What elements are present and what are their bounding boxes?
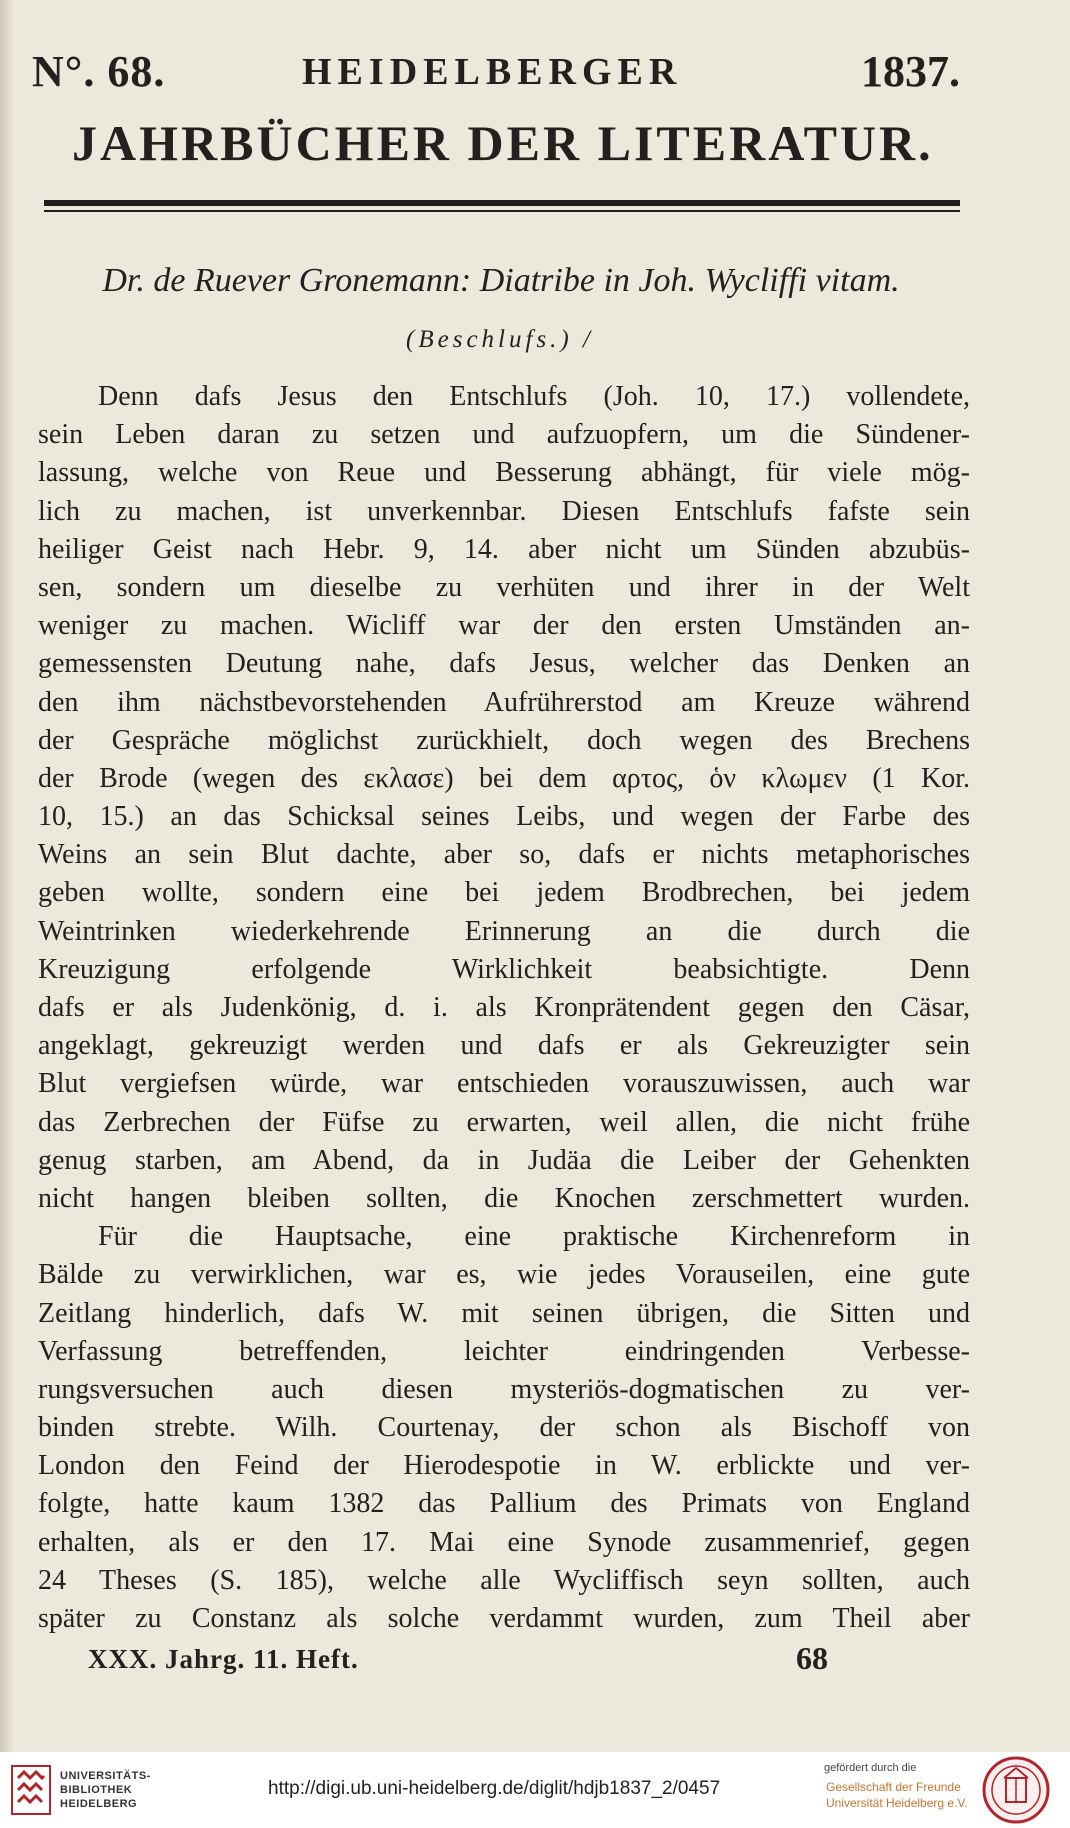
permalink-url[interactable]: http://digi.ub.uni-heidelberg.de/diglit/hdjb1837_2/0457: [268, 1778, 721, 1799]
viewer-footer-bar: [0, 1752, 1070, 1828]
text-line: Bälde zu verwirklichen, war es, wie jedes Vorauseilen, eine gute: [38, 1259, 970, 1291]
funder-name-line2[interactable]: Universität Heidelberg e.V.: [826, 1796, 968, 1810]
text-line: angeklagt, gekreuzigt werden und dafs er als Gekreuzigter sein: [38, 1030, 970, 1062]
header-rule-thin: [44, 210, 960, 212]
text-line: Kreuzigung erfolgende Wirklichkeit beabsichtigte. Denn: [38, 953, 970, 985]
text-line: Verfassung betreffenden, leichter eindringenden Verbesse-: [38, 1335, 970, 1367]
article-subtitle: (Beschlufs.) /: [406, 326, 594, 353]
text-line: lich zu machen, ist unverkennbar. Diesen Entschlufs fafste sein: [38, 495, 970, 527]
issue-number: N°. 68.: [32, 47, 166, 96]
funder-name-line1[interactable]: Gesellschaft der Freunde: [826, 1780, 961, 1794]
text-line: der Brode (wegen des εκλασε) bei dem αρτος, ὁν κλωμεν (1 Kor.: [38, 762, 970, 794]
header-rule-thick: [44, 200, 960, 206]
university-seal-icon: [982, 1756, 1050, 1824]
text-line: Weins an sein Blut dachte, aber so, dafs er nichts metaphorisches: [38, 839, 970, 871]
page-edge-shadow: [0, 0, 14, 1752]
text-line: heiliger Geist nach Hebr. 9, 14. aber nicht um Sünden abzubüs-: [38, 533, 970, 565]
text-line: Blut vergiefsen würde, war entschieden vorauszuwissen, auch war: [38, 1068, 970, 1100]
funding-label: gefördert durch die: [824, 1762, 917, 1774]
text-line: weniger zu machen. Wicliff war der den ersten Umständen an-: [38, 610, 970, 642]
running-header: [32, 46, 960, 104]
text-line: 10, 15.) an das Schicksal seines Leibs, und wegen der Farbe des: [38, 801, 970, 833]
text-line: den ihm nächstbevorstehenden Aufrührerstod am Kreuze während: [38, 686, 970, 718]
text-line: nicht hangen bleiben sollten, die Knochen zerschmettert wurden.: [38, 1182, 970, 1214]
text-line: später zu Constanz als solche verdammt wurden, zum Theil aber: [38, 1603, 970, 1634]
library-name-line2: BIBLIOTHEK: [60, 1784, 133, 1796]
library-name-line1: UNIVERSITÄTS-: [60, 1770, 151, 1782]
text-line: folgte, hatte kaum 1382 das Pallium des Primats von England: [38, 1488, 970, 1520]
signature-mark: XXX. Jahrg. 11. Heft.: [88, 1644, 359, 1674]
library-name-line3: HEIDELBERG: [60, 1798, 138, 1810]
text-line: dafs er als Judenkönig, d. i. als Kronprätendent gegen den Cäsar,: [38, 992, 970, 1023]
text-line: gemessensten Deutung nahe, dafs Jesus, welcher das Denken an: [38, 648, 970, 680]
text-line: Weintrinken wiederkehrende Erinnerung an die durch die: [38, 915, 970, 947]
header-title: HEIDELBERGER: [302, 51, 683, 93]
page-number: 68: [796, 1640, 828, 1676]
text-line: sen, sondern um dieselbe zu verhüten und ihrer in der Welt: [38, 571, 970, 603]
journal-title: JAHRBÜCHER DER LITERATUR.: [72, 115, 934, 171]
text-line: Für die Hauptsache, eine praktische Kirchenreform in: [98, 1221, 970, 1253]
text-line: binden strebte. Wilh. Courtenay, der schon als Bischoff von: [38, 1412, 970, 1444]
text-line: erhalten, als er den 17. Mai eine Synode zusammenrief, gegen: [38, 1526, 970, 1558]
text-line: 24 Theses (S. 185), welche alle Wycliffisch seyn sollten, auch: [38, 1564, 970, 1596]
text-line: Zeitlang hinderlich, dafs W. mit seinen übrigen, die Sitten und: [38, 1297, 970, 1329]
text-line: geben wollte, sondern eine bei jedem Brodbrechen, bei jedem: [38, 877, 970, 909]
header-year: 1837.: [861, 47, 960, 96]
library-logo-icon[interactable]: [10, 1764, 52, 1816]
text-line: London den Feind der Hierodespotie in W. erblickte und ver-: [38, 1450, 970, 1482]
article-body: [38, 378, 970, 1638]
text-line: Denn dafs Jesus den Entschlufs (Joh. 10, 17.) vollendete,: [98, 381, 970, 412]
text-line: der Gespräche möglichst zurückhielt, doch wegen des Brechens: [38, 724, 970, 756]
text-line: sein Leben daran zu setzen und aufzuopfern, um die Sündener-: [38, 419, 970, 451]
text-line: rungsversuchen auch diesen mysteriös-dogmatischen zu ver-: [38, 1373, 970, 1405]
text-line: das Zerbrechen der Füfse zu erwarten, weil allen, die nicht frühe: [38, 1106, 970, 1138]
text-line: lassung, welche von Reue und Besserung abhängt, für viele mög-: [38, 457, 970, 489]
article-title: Dr. de Ruever Gronemann: Diatribe in Joh. Wycliffi vitam.: [102, 262, 900, 299]
page-footer: [88, 1640, 828, 1684]
text-line: genug starben, am Abend, da in Judäa die Leiber der Gehenkten: [38, 1144, 970, 1176]
